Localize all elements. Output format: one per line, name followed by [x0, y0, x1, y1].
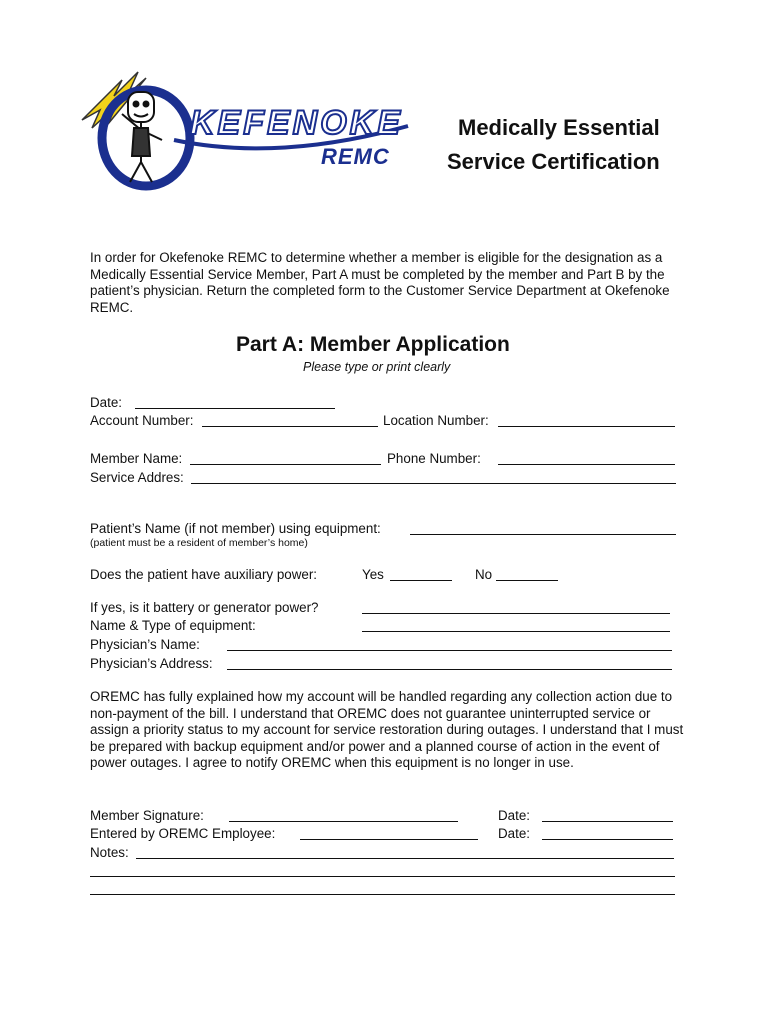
signature-date-field[interactable] [542, 821, 673, 822]
notes-field-line1[interactable] [136, 858, 674, 859]
member-name-field[interactable] [190, 464, 381, 465]
aux-power-yes-label: Yes [362, 567, 384, 582]
logo-text-bottom: REMC [321, 144, 390, 169]
document-title-line1: Medically Essential [458, 115, 660, 140]
logo-text-top: KEFENOKE [190, 104, 403, 142]
part-a-title: Part A: Member Application [236, 333, 510, 356]
physician-name-field[interactable] [227, 650, 672, 651]
notes-label: Notes: [90, 845, 129, 860]
notes-field-line2[interactable] [90, 876, 675, 877]
aux-power-no-field[interactable] [496, 580, 558, 581]
phone-number-label: Phone Number: [387, 451, 481, 466]
okefenoke-remc-logo [78, 66, 413, 191]
service-address-label: Service Addres: [90, 470, 184, 485]
equipment-field[interactable] [362, 631, 670, 632]
part-a-subtitle: Please type or print clearly [303, 360, 451, 374]
date-field[interactable] [135, 408, 335, 409]
physician-address-label: Physician’s Address: [90, 656, 213, 671]
member-name-label: Member Name: [90, 451, 183, 466]
battery-generator-label: If yes, is it battery or generator power? [90, 600, 319, 615]
patient-name-field[interactable] [410, 534, 676, 535]
service-address-field[interactable] [191, 483, 676, 484]
location-number-label: Location Number: [383, 413, 489, 428]
entered-date-label: Date: [498, 826, 531, 841]
phone-number-field[interactable] [498, 464, 675, 465]
signature-date-label: Date: [498, 808, 531, 823]
location-number-field[interactable] [498, 426, 675, 427]
entered-by-field[interactable] [300, 839, 478, 840]
mascot-icon [122, 92, 162, 182]
patient-note: (patient must be a resident of member’s home) [90, 537, 308, 549]
agreement-paragraph: OREMC has fully explained how my account will be handled regarding any collection action due to non-payment of the bill. I understand that OREMC does not guarantee uninterrupted service or assign a priority status to my account for service restoration during outages. I understand that I must be prepared with backup equipment and/or power and a planned course of action in the event of power outages. I agree to notify OREMC when this equipment is no longer in use. [90, 689, 684, 771]
date-label: Date: [90, 395, 123, 410]
account-number-label: Account Number: [90, 413, 194, 428]
member-signature-label: Member Signature: [90, 808, 204, 823]
notes-field-line3[interactable] [90, 894, 675, 895]
patient-name-label: Patient’s Name (if not member) using equipment: [90, 521, 381, 536]
member-signature-field[interactable] [229, 821, 458, 822]
aux-power-yes-field[interactable] [390, 580, 452, 581]
aux-power-no-label: No [475, 567, 493, 582]
intro-paragraph: In order for Okefenoke REMC to determine whether a member is eligible for the designation as a Medically Essential Service Member, Part A must be completed by the member and Part B by the patient’s physician. Return the completed form to the Customer Service Department at Okefenoke REMC. [90, 250, 670, 315]
physician-address-field[interactable] [227, 669, 672, 670]
aux-power-label: Does the patient have auxiliary power: [90, 567, 318, 582]
equipment-label: Name & Type of equipment: [90, 618, 256, 633]
entered-date-field[interactable] [542, 839, 673, 840]
physician-name-label: Physician’s Name: [90, 637, 200, 652]
account-number-field[interactable] [202, 426, 378, 427]
entered-by-label: Entered by OREMC Employee: [90, 826, 276, 841]
document-title-line2: Service Certification [447, 149, 660, 174]
battery-generator-field[interactable] [362, 613, 670, 614]
